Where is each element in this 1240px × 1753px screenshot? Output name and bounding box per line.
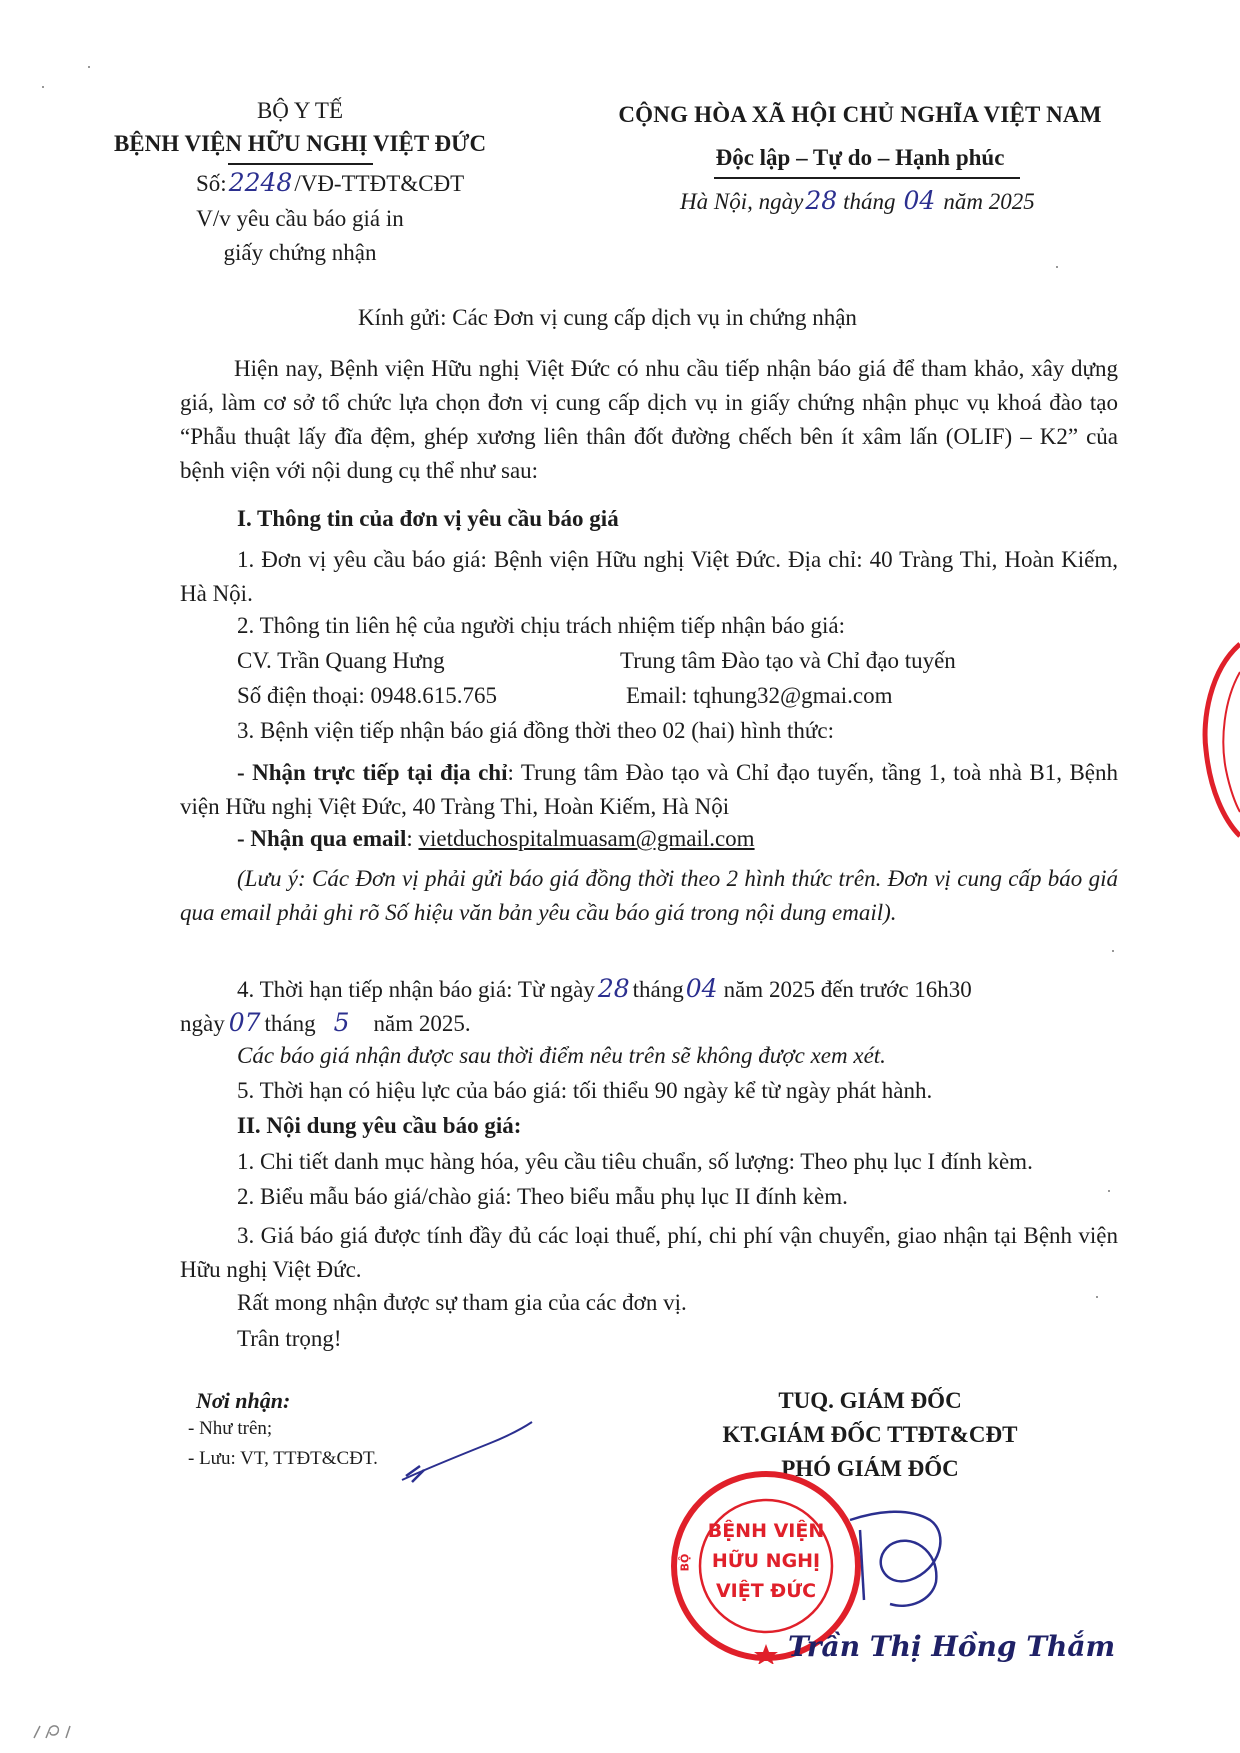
submission-note: (Lưu ý: Các Đơn vị phải gửi báo giá đồng thời theo 2 hình thức trên. Đơn vị cung cấp báo giá qua email phải ghi rõ Số hiệu văn bản yêu cầu báo giá trong nội dung email).	[180, 866, 1118, 925]
section-2-item-2: 2. Biểu mẫu báo giá/chào giá: Theo biểu mẫu phụ lục II đính kèm.	[237, 1184, 848, 1209]
closing-line-1: Rất mong nhận được sự tham gia của các đơn vị.	[237, 1290, 687, 1315]
section-1-heading: I. Thông tin của đơn vị yêu cầu báo giá	[237, 506, 619, 531]
signature-title-1: TUQ. GIÁM ĐỐC	[778, 1388, 962, 1413]
section-1-item-4-line-2: ngày 07 tháng 5 năm 2025.	[180, 1008, 471, 1037]
scan-speck	[88, 66, 90, 68]
seal-line-2: HỮU NGHỊ	[711, 1550, 821, 1572]
hospital-underline	[228, 163, 373, 165]
initial-scribble	[398, 1418, 538, 1498]
seal-side-text: BỘ	[678, 1553, 692, 1572]
seal-line-1: BỆNH VIỆN	[707, 1520, 825, 1542]
closing-line-2: Trân trọng!	[237, 1326, 342, 1351]
date-day-handwritten: 28	[805, 186, 838, 215]
date-month-handwritten: 04	[903, 186, 936, 215]
email-submission: - Nhận qua email: vietduchospitalmuasam@gmail.com	[237, 826, 755, 851]
direct-submission: - Nhận trực tiếp tại địa chỉ: Trung tâm Đào tạo và Chỉ đạo tuyến, tầng 1, toà nhà B1, Bệnh viện Hữu nghị Việt Đức, 40 Tràng Thi, Hoàn Kiếm, Hà Nội	[180, 760, 1119, 819]
motto-underline	[714, 177, 1020, 179]
recipients-label: Nơi nhận:	[196, 1388, 291, 1413]
page-mark	[30, 1720, 90, 1744]
deadline-end-day: 07	[228, 1008, 261, 1037]
email-submission-label: - Nhận qua email	[237, 826, 407, 851]
hospital-name: BỆNH VIỆN HỮU NGHỊ VIỆT ĐỨC	[113, 131, 487, 156]
recipients-line-2: - Lưu: VT, TTĐT&CĐT.	[188, 1448, 378, 1469]
section-1-item-1: 1. Đơn vị yêu cầu báo giá: Bệnh viện Hữu nghị Việt Đức. Địa chỉ: 40 Tràng Thi, Hoàn Kiếm, Hà Nội.	[180, 547, 1118, 606]
section-1-item-5: 5. Thời hạn có hiệu lực của báo giá: tối thiểu 90 ngày kể từ ngày phát hành.	[237, 1078, 933, 1103]
section-1-item-4-line-1: 4. Thời hạn tiếp nhận báo giá: Từ ngày 28 tháng04 năm 2025 đến trước 16h30	[237, 974, 972, 1003]
scan-speck	[1096, 1296, 1098, 1298]
nation-title: CỘNG HÒA XÃ HỘI CHỦ NGHĨA VIỆT NAM	[618, 102, 1102, 127]
submission-email-link[interactable]: vietduchospitalmuasam@gmail.com	[418, 826, 755, 851]
scan-speck	[1112, 950, 1114, 952]
recipient-line: Kính gửi: Các Đơn vị cung cấp dịch vụ in chứng nhận	[358, 305, 857, 330]
contact-email: Email: tqhung32@gmai.com	[626, 683, 893, 708]
signature-scribble	[840, 1500, 970, 1620]
scan-speck	[1108, 1190, 1110, 1192]
deadline-start-month: 04	[685, 974, 718, 1003]
contact-phone: Số điện thoại: 0948.615.765	[237, 683, 498, 708]
date-line: Hà Nội, ngày28 tháng 04 năm 2025	[680, 186, 1035, 215]
seal-line-3: VIỆT ĐỨC	[715, 1580, 817, 1602]
section-2-item-3: 3. Giá báo giá được tính đầy đủ các loại thuế, phí, chi phí vận chuyển, giao nhận tại Bệnh viện Hữu nghị Việt Đức.	[180, 1223, 1118, 1282]
direct-submission-label: - Nhận trực tiếp tại địa chỉ	[237, 760, 508, 785]
ministry-name: BỘ Y TẾ	[256, 98, 344, 123]
signature-title-2: KT.GIÁM ĐỐC TTĐT&CĐT	[722, 1422, 1018, 1447]
motto: Độc lập – Tự do – Hạnh phúc	[715, 145, 1005, 170]
section-1-item-3: 3. Bệnh viện tiếp nhận báo giá đồng thời theo 02 (hai) hình thức:	[237, 718, 834, 743]
deadline-start-day: 28	[597, 974, 630, 1003]
signer-name: Trần Thị Hồng Thắm	[788, 1630, 1116, 1663]
section-2-heading: II. Nội dung yêu cầu báo giá:	[237, 1113, 522, 1138]
section-2-item-1: 1. Chi tiết danh mục hàng hóa, yêu cầu tiêu chuẩn, số lượng: Theo phụ lục I đính kèm.	[237, 1149, 1033, 1174]
contact-unit: Trung tâm Đào tạo và Chỉ đạo tuyến	[620, 648, 956, 673]
edge-seal-fragment	[1200, 640, 1240, 840]
contact-name: CV. Trần Quang Hưng	[237, 648, 445, 673]
subject-line-2: giấy chứng nhận	[223, 240, 377, 265]
subject-line-1: V/v yêu cầu báo giá in	[196, 206, 404, 231]
document-number-handwritten: 2248	[228, 168, 293, 197]
scan-speck	[1056, 266, 1058, 268]
deadline-end-month: 5	[333, 1008, 350, 1037]
intro-paragraph: Hiện nay, Bệnh viện Hữu nghị Việt Đức có nhu cầu tiếp nhận báo giá để tham khảo, xây dựng giá, làm cơ sở tổ chức lựa chọn đơn vị cung cấp dịch vụ in giấy chứng nhận phục vụ khoá đào tạo “Phẫu thuật lấy đĩa đệm, ghép xương liên thân đốt đường chếch bên ít xâm lấn (OLIF) – K2” của bệnh viện với nội dung cụ thể như sau:	[180, 356, 1118, 483]
recipients-line-1: - Như trên;	[188, 1418, 273, 1439]
scan-speck	[42, 86, 44, 88]
late-submission-note: Các báo giá nhận được sau thời điểm nêu trên sẽ không được xem xét.	[237, 1043, 886, 1068]
document-number: Số:2248/VĐ-TTĐT&CĐT	[196, 168, 465, 197]
signature-title-3: PHÓ GIÁM ĐỐC	[781, 1456, 959, 1481]
section-1-item-2: 2. Thông tin liên hệ của người chịu trách nhiệm tiếp nhận báo giá:	[237, 613, 845, 638]
